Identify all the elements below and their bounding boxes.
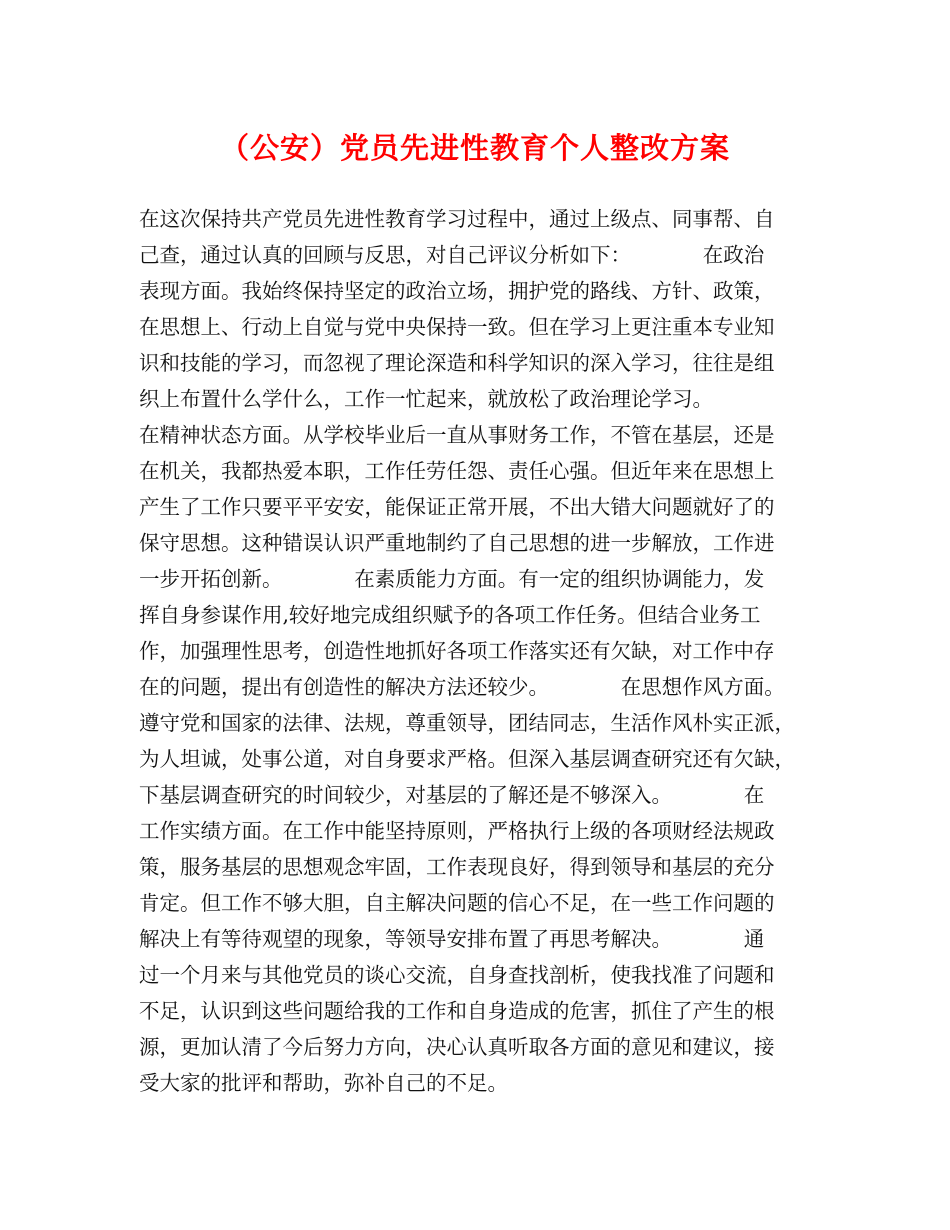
body-line: 不足，认识到这些问题给我的工作和自身造成的危害，抓住了产生的根 <box>139 999 775 1023</box>
body-line: 为人坦诚，处事公道，对自身要求严格。但深入基层调查研究还有欠缺， <box>139 747 795 771</box>
body-line: 表现方面。我始终保持坚定的政治立场，拥护党的路线、方针、政策， <box>139 279 775 303</box>
body-line: 下基层调查研究的时间较少，对基层的了解还是不够深入。 在 <box>139 783 765 807</box>
body-line: 织上布置什么学什么，工作一忙起来，就放松了政治理论学习。 <box>139 387 713 411</box>
body-line: 肯定。但工作不够大胆，自主解决问题的信心不足，在一些工作问题的 <box>139 891 775 915</box>
body-line: 保守思想。这种错误认识严重地制约了自己思想的进一步解放，工作进 <box>139 531 775 555</box>
body-line: 源，更加认清了今后努力方向，决心认真听取各方面的意见和建议，接 <box>139 1035 775 1059</box>
document-title: （公安）党员先进性教育个人整改方案 <box>219 131 730 165</box>
body-line: 一步开拓创新。 在素质能力方面。有一定的组织协调能力，发 <box>139 567 765 591</box>
body-line: 在思想上、行动上自觉与党中央保持一致。但在学习上更注重本专业知 <box>139 315 775 339</box>
body-line: 产生了工作只要平平安安，能保证正常开展，不出大错大问题就好了的 <box>139 495 775 519</box>
body-line: 遵守党和国家的法律、法规，尊重领导，团结同志，生活作风朴实正派， <box>139 711 795 735</box>
body-line: 挥自身参谋作用,较好地完成组织赋予的各项工作任务。但结合业务工 <box>139 603 761 627</box>
body-line: 己查，通过认真的回顾与反思，对自己评议分析如下： 在政治 <box>139 243 765 267</box>
body-line: 受大家的批评和帮助，弥补自己的不足。 <box>139 1071 508 1095</box>
body-line: 工作实绩方面。在工作中能坚持原则，严格执行上级的各项财经法规政 <box>139 819 775 843</box>
body-line: 过一个月来与其他党员的谈心交流，自身查找剖析，使我找准了问题和 <box>139 963 775 987</box>
body-line: 在机关，我都热爱本职，工作任劳任怨、责任心强。但近年来在思想上 <box>139 459 775 483</box>
document-body <box>139 201 829 1101</box>
body-line: 作，加强理性思考，创造性地抓好各项工作落实还有欠缺，对工作中存 <box>139 639 775 663</box>
body-line: 在这次保持共产党员先进性教育学习过程中，通过上级点、同事帮、自 <box>139 207 775 231</box>
body-line: 策，服务基层的思想观念牢固，工作表现良好，得到领导和基层的充分 <box>139 855 775 879</box>
body-line: 在精神状态方面。从学校毕业后一直从事财务工作，不管在基层，还是 <box>139 423 775 447</box>
body-line: 在的问题，提出有创造性的解决方法还较少。 在思想作风方面。 <box>139 675 785 699</box>
body-line: 解决上有等待观望的现象，等领导安排布置了再思考解决。 通 <box>139 927 765 951</box>
body-line: 识和技能的学习，而忽视了理论深造和科学知识的深入学习，往往是组 <box>139 351 775 375</box>
